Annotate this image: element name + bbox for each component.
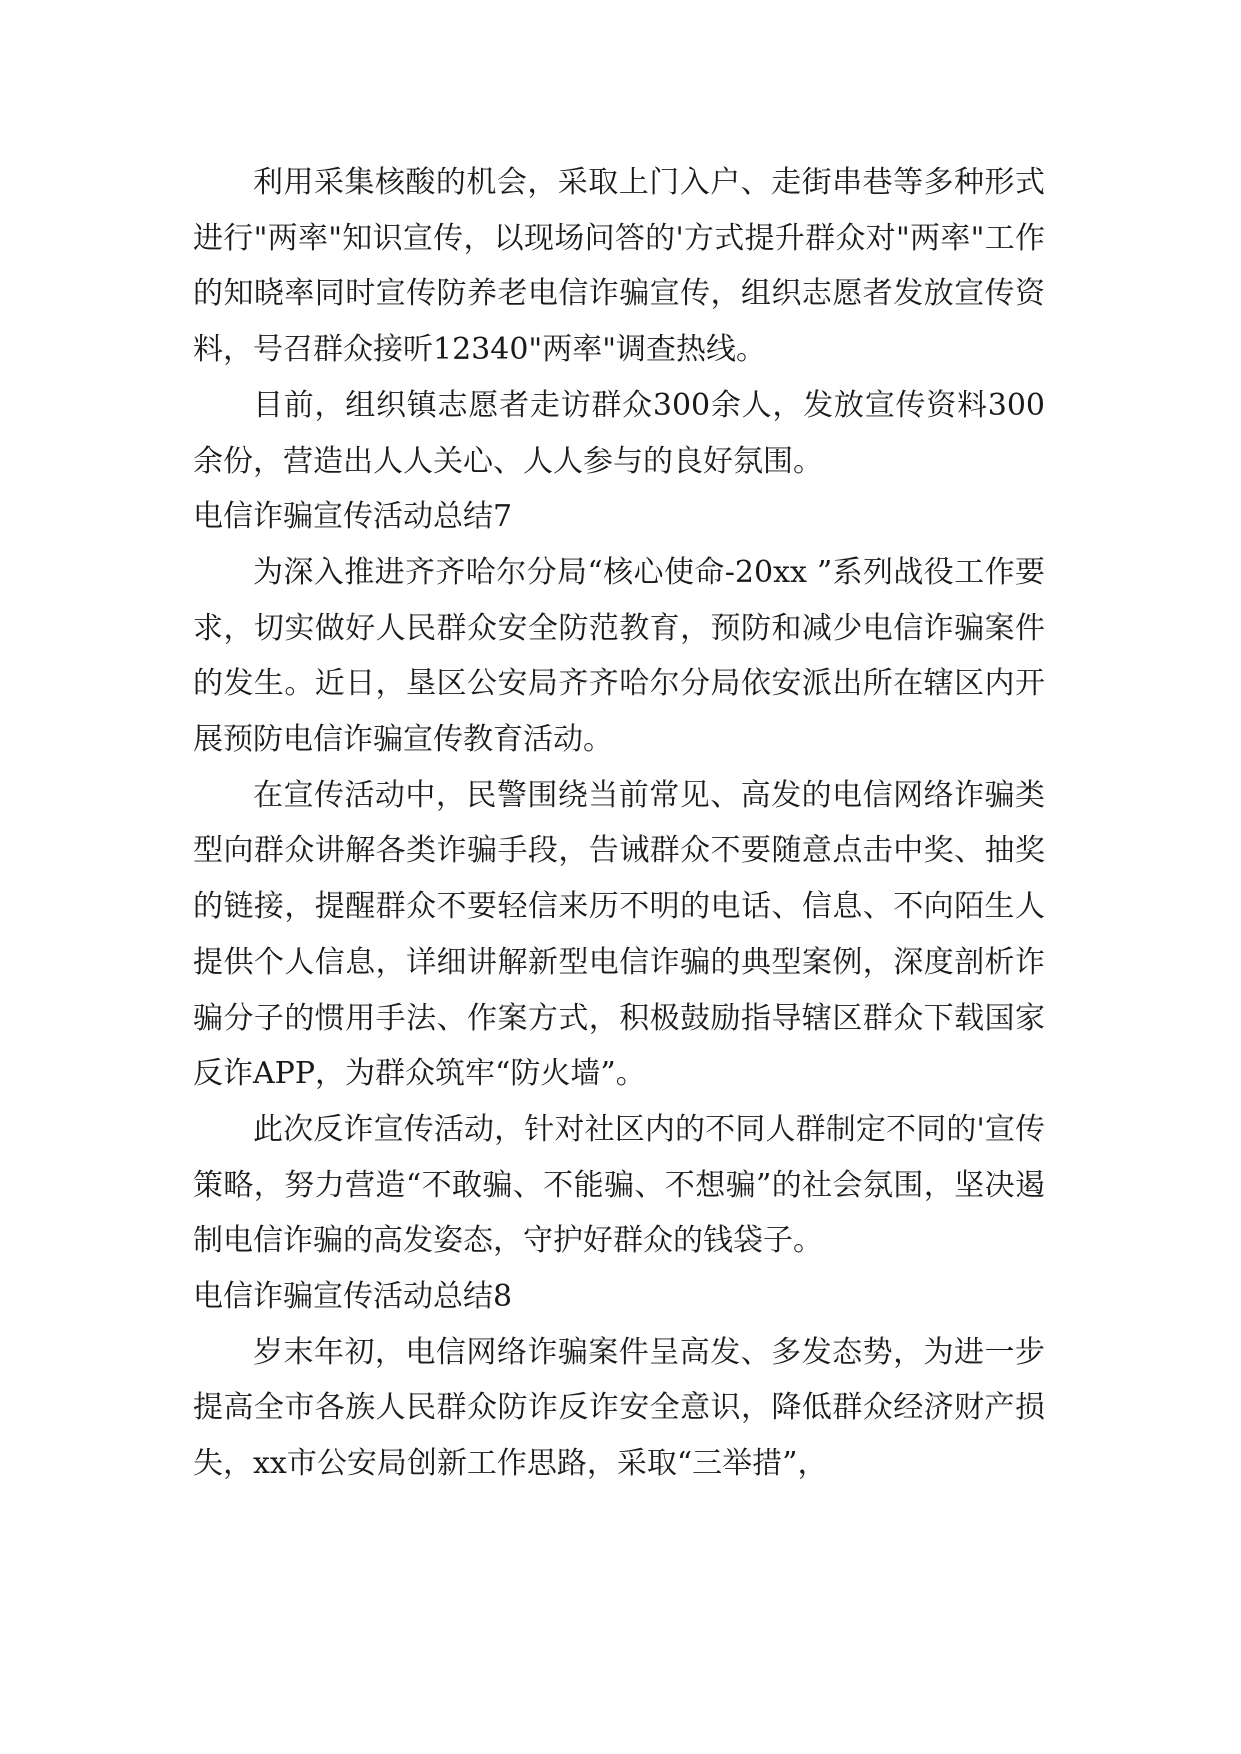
document-body xyxy=(193,155,1045,1492)
paragraph: 岁末年初，电信网络诈骗案件呈高发、多发态势，为进一步提高全市各族人民群众防诈反诈安全意识，降低群众经济财产损失，xx市公安局创新工作思路，采取“三举措”， xyxy=(193,1334,1045,1482)
paragraph: 在宣传活动中，民警围绕当前常见、高发的电信网络诈骗类型向群众讲解各类诈骗手段，告诫群众不要随意点击中奖、抽奖的链接，提醒群众不要轻信来历不明的电话、信息、不向陌生人提供个人信息，详细讲解新型电信诈骗的典型案例，深度剖析诈骗分子的惯用手法、作案方式，积极鼓励指导辖区群众下载国家反诈APP，为群众筑牢“防火墙”。 xyxy=(193,777,1045,1092)
paragraph: 利用采集核酸的机会，采取上门入户、走街串巷等多种形式进行"两率"知识宣传，以现场问答的'方式提升群众对"两率"工作的知晓率同时宣传防养老电信诈骗宣传，组织志愿者发放宣传资料，号召群众接听12340"两率"调查热线。 xyxy=(193,165,1045,368)
paragraph: 目前，组织镇志愿者走访群众300余人，发放宣传资料300余份，营造出人人关心、人人参与的良好氛围。 xyxy=(193,387,1045,479)
section-heading: 电信诈骗宣传活动总结8 xyxy=(193,1279,513,1315)
paragraph: 为深入推进齐齐哈尔分局“核心使命-20xx ”系列战役工作要求，切实做好人民群众安全防范教育，预防和减少电信诈骗案件的发生。近日，垦区公安局齐齐哈尔分局依安派出所在辖区内开展预防电信诈骗宣传教育活动。 xyxy=(193,554,1045,758)
section-heading: 电信诈骗宣传活动总结7 xyxy=(193,499,513,535)
paragraph: 此次反诈宣传活动，针对社区内的不同人群制定不同的'宣传策略，努力营造“不敢骗、不能骗、不想骗”的社会氛围，坚决遏制电信诈骗的高发姿态，守护好群众的钱袋子。 xyxy=(193,1111,1045,1259)
